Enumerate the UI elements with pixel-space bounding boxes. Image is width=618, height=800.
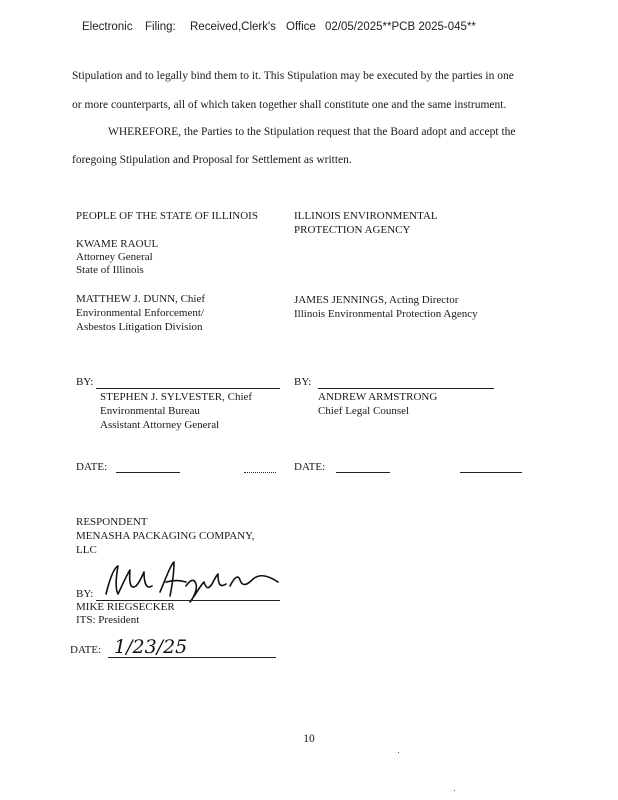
header-office: Office — [286, 21, 316, 33]
respondent-signer-name: MIKE RIEGSECKER — [76, 601, 175, 613]
left-signer-bureau: Environmental Bureau — [100, 405, 200, 417]
left-by-label: BY: — [76, 376, 94, 388]
right-date-line — [336, 472, 390, 473]
left-signature-line — [96, 388, 280, 389]
header-received: Received,Clerk's — [190, 21, 276, 33]
left-date-label: DATE: — [76, 461, 108, 473]
body-line-1: Stipulation and to legally bind them to it. This Stipulation may be executed by the parties in one — [72, 70, 514, 82]
right-signer-title: Chief Legal Counsel — [318, 405, 410, 417]
header-electronic: Electronic — [82, 21, 133, 33]
director-org: Illinois Environmental Protection Agency — [294, 308, 478, 320]
respondent-company-line-1: MENASHA PACKAGING COMPANY, — [76, 530, 255, 542]
chief-division-line-2: Asbestos Litigation Division — [76, 321, 203, 333]
respondent-by-label: BY: — [76, 588, 94, 600]
right-signature-line — [318, 388, 494, 389]
left-signer-name: STEPHEN J. SYLVESTER, Chief — [100, 391, 253, 403]
chief-name: MATTHEW J. DUNN, Chief — [76, 293, 206, 305]
header-filing: Filing: — [145, 21, 176, 33]
left-date-line-faint — [244, 472, 276, 473]
respondent-its-title: ITS: President — [76, 614, 140, 626]
right-date-label: DATE: — [294, 461, 326, 473]
right-party-name-line-1: ILLINOIS ENVIRONMENTAL — [294, 210, 438, 222]
attorney-general-state: State of Illinois — [76, 264, 144, 276]
respondent-label: RESPONDENT — [76, 516, 148, 528]
right-date-line-end — [460, 472, 522, 473]
respondent-date-label: DATE: — [70, 644, 102, 656]
body-line-4: foregoing Stipulation and Proposal for Settlement as written. — [72, 154, 352, 166]
respondent-date-line — [108, 657, 276, 658]
respondent-date-value: 1/23/25 — [114, 636, 188, 658]
chief-division-line-1: Environmental Enforcement/ — [76, 307, 204, 319]
body-line-3: WHEREFORE, the Parties to the Stipulation request that the Board adopt and accept the — [108, 126, 516, 138]
scan-speck — [398, 752, 399, 753]
left-date-line — [116, 472, 180, 473]
page-number: 10 — [303, 733, 315, 745]
body-line-2: or more counterparts, all of which taken together shall constitute one and the same instrument. — [72, 99, 507, 111]
respondent-company-line-2: LLC — [76, 544, 97, 556]
attorney-general-title: Attorney General — [76, 251, 153, 263]
scan-speck — [454, 790, 455, 791]
attorney-general-name: KWAME RAOUL — [76, 238, 159, 250]
left-signer-title: Assistant Attorney General — [100, 419, 220, 431]
right-party-name-line-2: PROTECTION AGENCY — [294, 224, 411, 236]
director-name: JAMES JENNINGS, Acting Director — [294, 294, 459, 306]
right-by-label: BY: — [294, 376, 312, 388]
left-party-name: PEOPLE OF THE STATE OF ILLINOIS — [76, 210, 258, 222]
handwritten-signature — [96, 556, 286, 606]
right-signer-name: ANDREW ARMSTRONG — [318, 391, 438, 403]
header-stamp: 02/05/2025**PCB 2025-045** — [325, 21, 476, 33]
